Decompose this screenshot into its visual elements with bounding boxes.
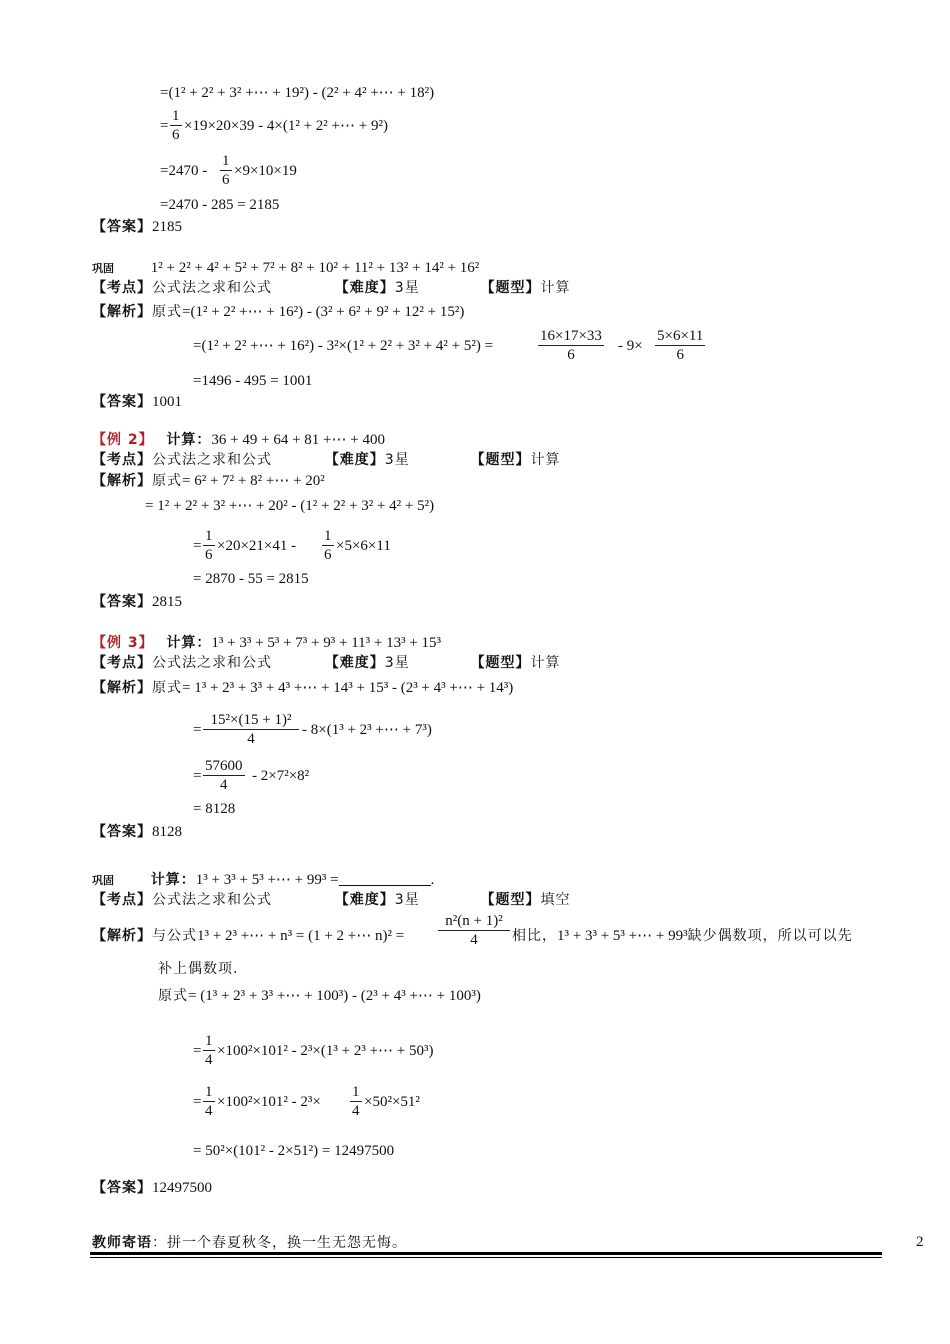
cont-line-2-eq: = (160, 118, 169, 134)
practice-tag: 巩固 (92, 874, 114, 887)
page-number: 2 (916, 1234, 924, 1250)
practice-2-answer: 【答案】12497500 (92, 1180, 212, 1196)
cont-line-1: =(1² + 2² + 3² +⋯ + 19²) - (2² + 4² +⋯ + 18²) (160, 85, 435, 101)
example-3-step-2-rest: - 8×(1³ + 2³ +⋯ + 7³) (302, 722, 432, 738)
practice-2-step-2-eq: = (193, 1043, 202, 1059)
practice-2-step-2-fraction: $\frac{1}{4}$ (205, 1033, 213, 1068)
practice-1-answer: 【答案】1001 (92, 394, 182, 410)
footer-text: ：拼一个春夏秋冬，换一生无怨无悔。 (152, 1235, 407, 1251)
practice-2-solution-line-1: 【解析】与公式1³ + 2³ +⋯ + n³ = (1 + 2 +⋯ n)² = (92, 928, 405, 944)
practice-1-step-3: =1496 - 495 = 1001 (193, 373, 313, 389)
practice-1-solution-start: 【解析】原式=(1² + 2² +⋯ + 16²) - (3² + 6² + 9² + 12² + 15²) (92, 304, 465, 320)
example-3-answer: 【答案】8128 (92, 824, 182, 840)
example-2-step-3-fraction-2: $\frac{1}{6}$ (324, 528, 332, 563)
practice-2-meta: 【考点】公式法之求和公式 【难度】3星 【题型】填空 (92, 892, 571, 908)
practice-2-step-3-fraction-2: $\frac{1}{4}$ (352, 1084, 360, 1119)
example-3-step-4: = 8128 (193, 801, 236, 817)
example-3-step-3-eq: = (193, 768, 202, 784)
example-2-solution-start: 【解析】原式= 6² + 7² + 8² +⋯ + 20² (92, 473, 325, 489)
example-2-tag: 【例 2】 (92, 432, 154, 448)
example-2-step-4: = 2870 - 55 = 2815 (193, 571, 309, 587)
practice-2-step-3-mid: ×100²×101² - 2³× (217, 1094, 321, 1110)
answer-blank[interactable] (339, 871, 431, 886)
cont-line-3-rest: ×9×10×19 (234, 163, 297, 179)
practice-2-step-3-fraction-1: $\frac{1}{4}$ (205, 1084, 213, 1119)
example-3-meta: 【考点】公式法之求和公式 【难度】3星 【题型】计算 (92, 655, 561, 671)
example-2-step-3-fraction-1: $\frac{1}{6}$ (205, 528, 213, 563)
cont-answer: 【答案】2185 (92, 219, 182, 235)
practice-1-step-2-fraction-1: $\frac{16\times 17\times 33}{6}$ (540, 328, 602, 363)
example-3-expression: 1³ + 3³ + 5³ + 7³ + 9³ + 11³ + 13³ + 15³ (211, 635, 442, 651)
footer-motto (92, 1233, 407, 1252)
practice-2-expression: 1³ + 3³ + 5³ +⋯ + 99³ = (195, 872, 339, 888)
practice-2-step-3-eq: = (193, 1094, 202, 1110)
practice-1-step-2: =(1² + 2² +⋯ + 16²) - 3²×(1² + 2² + 3² + 4² + 5²) = (193, 338, 494, 354)
example-2-answer: 【答案】2815 (92, 594, 182, 610)
example-2-step-3-rest: ×5×6×11 (336, 538, 391, 554)
practice-2-step-4: = 50²×(101² - 2×51²) = 12497500 (193, 1143, 395, 1159)
practice-1-step-2-fraction-2: $\frac{5\times 6\times 11}{6}$ (657, 328, 704, 363)
example-2-expression: 36 + 49 + 64 + 81 +⋯ + 400 (211, 432, 385, 448)
example-3-header: 【例 3】 计算：1³ + 3³ + 5³ + 7³ + 9³ + 11³ + 13³ + 15³ (92, 635, 442, 651)
practice-2-step-2-rest: ×100²×101² - 2³×(1³ + 2³ +⋯ + 50³) (217, 1043, 434, 1059)
practice-2-solution-line-2: 补上偶数项. (158, 961, 239, 977)
example-3-step-2-eq: = (193, 722, 202, 738)
cont-line-4: =2470 - 285 = 2185 (160, 197, 280, 213)
example-3-step-3-rest: - 2×7²×8² (252, 768, 310, 784)
practice-2-formula-fraction: $\frac{\text{n²(n + 1)²}}{4}$ (438, 912, 510, 949)
example-2-header: 【例 2】 计算：36 + 49 + 64 + 81 +⋯ + 400 (92, 432, 385, 448)
example-2-step-3-mid: ×20×21×41 - (217, 538, 297, 554)
footer-label: 教师寄语 (92, 1235, 152, 1251)
practice-2-step-1: 原式= (1³ + 2³ + 3³ +⋯ + 100³) - (2³ + 4³ +⋯ + 100³) (158, 988, 481, 1004)
example-2-meta: 【考点】公式法之求和公式 【难度】3星 【题型】计算 (92, 452, 561, 468)
cont-line-2-rest: ×19×20×39 - 4×(1² + 2² +⋯ + 9²) (184, 118, 388, 134)
example-3-tag: 【例 3】 (92, 635, 154, 651)
practice-2-step-3-rest: ×50²×51² (364, 1094, 420, 1110)
practice-1-expression: 1² + 2² + 4² + 5² + 7² + 8² + 10² + 11² + 13² + 14² + 16² (150, 260, 480, 276)
practice-1-header (92, 258, 479, 278)
practice-2-header: 巩固 计算：1³ + 3³ + 5³ +⋯ + 99³ = . (92, 872, 435, 888)
practice-1-step-2-mid: - 9× (618, 338, 643, 354)
example-3-solution-start: 【解析】原式= 1³ + 2³ + 3³ + 4³ +⋯ + 14³ + 15³ - (2³ + 4³ +⋯ + 14³) (92, 680, 514, 696)
practice-1-meta: 【考点】公式法之求和公式 【难度】3星 【题型】计算 (92, 280, 571, 296)
example-2-step-3-eq: = (193, 538, 202, 554)
footer-divider (90, 1252, 882, 1255)
practice-tag: 巩固 (92, 262, 114, 275)
example-2-step-2: = 1² + 2² + 3² +⋯ + 20² - (1² + 2² + 3² + 4² + 5²) (145, 498, 435, 514)
cont-line-3-start: =2470 - (160, 163, 208, 179)
cont-line-2-fraction: $\frac{1}{6}$ (172, 108, 180, 143)
footer-divider-thin (90, 1257, 882, 1258)
example-3-step-2-fraction: $\frac{\text{15²×(15 + 1)²}}{4}$ (203, 711, 299, 748)
cont-line-3-fraction: $\frac{1}{6}$ (222, 153, 230, 188)
example-3-step-3-fraction: $\frac{57600}{4}$ (205, 758, 243, 793)
practice-2-solution-line-1-rest: 相比，1³ + 3³ + 5³ +⋯ + 99³缺少偶数项，所以可以先 (512, 928, 853, 944)
